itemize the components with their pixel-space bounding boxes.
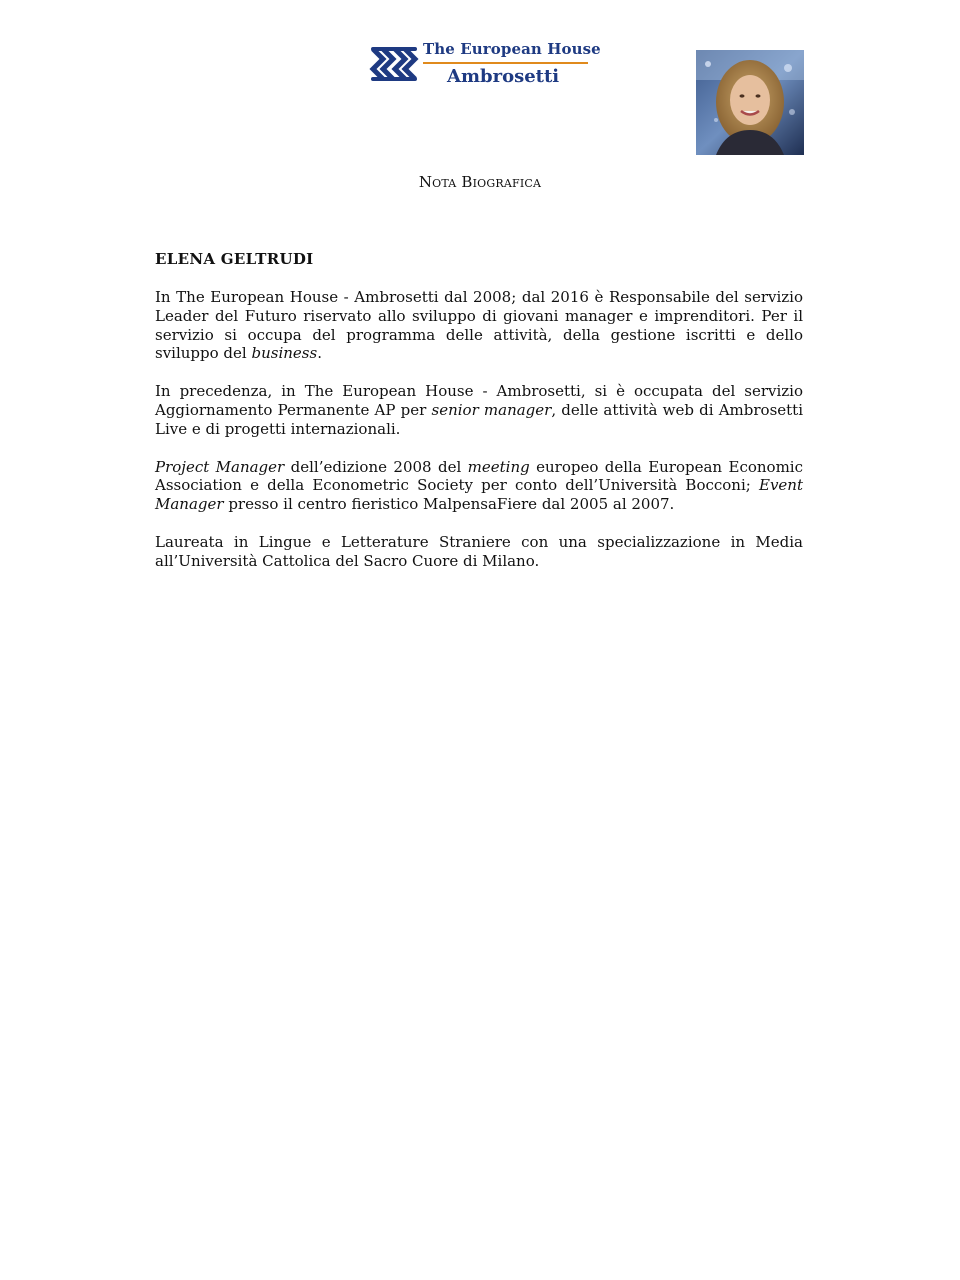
logo-text-line1: The European House xyxy=(423,40,601,58)
bio-text-italic: meeting xyxy=(467,457,530,476)
document-title: Nota Biografica xyxy=(418,173,542,191)
bio-text: In precedenza, in The European House - Ambrosetti, si è occupata del servizio Aggiornamento Permanente AP per xyxy=(155,382,803,419)
bio-text: , delle attività web di Ambrosetti Live e di progetti internazionali. xyxy=(155,400,804,438)
bio-paragraph xyxy=(155,382,803,438)
bio-text-italic: business xyxy=(251,344,318,363)
ambrosetti-logo xyxy=(369,40,601,90)
person-name: ELENA GELTRUDI xyxy=(155,250,314,268)
bio-text: dell’edizione 2008 del xyxy=(284,457,468,476)
bio-text: In The European House - Ambrosetti dal 2008; dal 2016 è Responsabile del servizio Leader del Futuro riservato allo sviluppo di giovani manager e imprenditori. Per il servizio si occupa del programma delle attività, della gestione iscritti e dello sviluppo del xyxy=(155,288,803,363)
bio-text: presso il centro fieristico MalpensaFiere dal 2005 al 2007. xyxy=(223,495,675,514)
logo-mark-icon xyxy=(369,43,419,87)
logo-text-line2: Ambrosetti xyxy=(447,66,560,87)
profile-photo xyxy=(696,50,804,155)
bio-text-italic: senior manager xyxy=(431,400,552,419)
bio-text: europeo della European Economic Association e della Econometric Society per conto dell’Università Bocconi; xyxy=(155,457,803,495)
bio-text-italic: Event Manager xyxy=(155,476,803,514)
bio-text: Laureata in Lingue e Letterature Straniere con una specializzazione in Media all’Università Cattolica del Sacro Cuore di Milano. xyxy=(155,532,803,570)
portrait-photo-icon xyxy=(696,50,804,155)
bio-text: . xyxy=(317,344,322,363)
biography-body xyxy=(155,288,803,590)
bio-text-italic: Project Manager xyxy=(155,457,285,476)
logo-divider xyxy=(423,62,588,64)
bio-paragraph xyxy=(155,288,803,363)
bio-paragraph xyxy=(155,533,803,571)
bio-paragraph xyxy=(155,458,803,514)
